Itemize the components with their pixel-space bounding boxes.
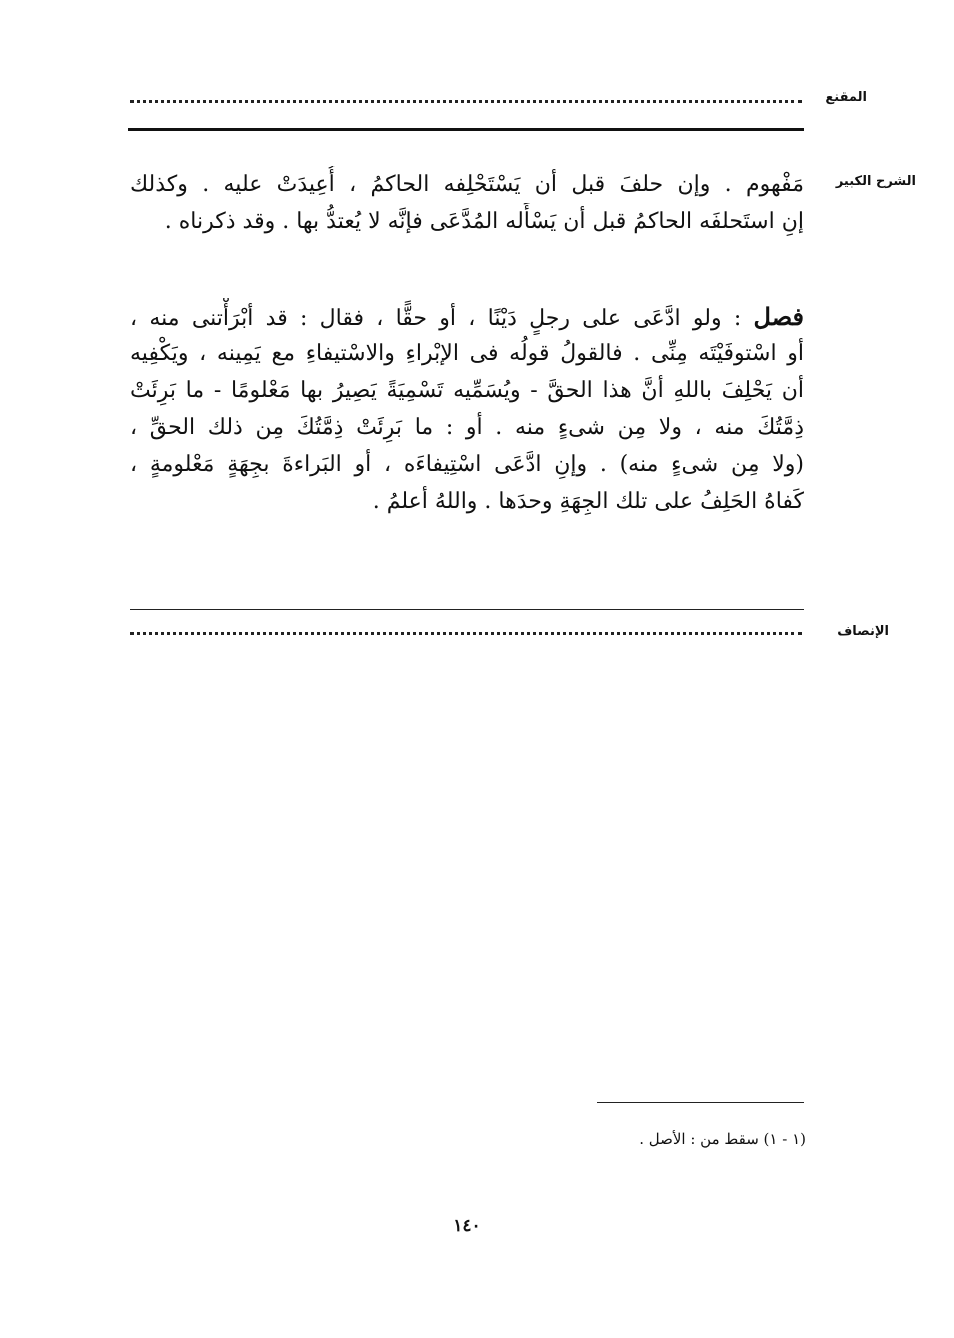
fasl-first-line-text: : ولو ادَّعَى على رجلٍ دَيْنًا ، أو حقًّا ، فقال : قد أبْرَأْتنى منه ، xyxy=(130,306,742,331)
insaf-dotted-line xyxy=(130,632,802,635)
header-label: المقنع xyxy=(825,90,867,105)
text-line-fasl xyxy=(130,298,804,335)
sharh-label: الشرح الكبير xyxy=(835,174,916,189)
insaf-label: الإنصاف xyxy=(837,624,889,639)
footnote: (١ - ١) سقط من : الأصل . xyxy=(639,1130,806,1148)
text-line: أو اسْتوفَيْتَه مِنِّى . فالقولُ قولُه فى الإبْراءِ والاسْتيفاءِ مع يَمِينه ، ويَكْفِيه xyxy=(130,341,804,366)
header-dotted-line xyxy=(130,100,802,103)
fasl-heading: فصل xyxy=(753,302,804,331)
text-line: (ولا مِن شىءٍ منه) . وإنِ ادَّعَى اسْتِيفاءَه ، أو البَراءةَ بجِهَةٍ مَعْلومةٍ ، xyxy=(130,452,804,477)
sharh-paragraph-2 xyxy=(130,298,804,520)
text-line: كَفاهُ الحَلِفُ على تلك الجِهَةِ وحدَها . واللهُ أعلمُ . xyxy=(372,489,804,514)
text-line: إنِ استَحلفَه الحاكمُ قبل أن يَسْأَله المُدَّعَى فإنَّه لا يُعتدُّ بها . وقد ذكرناه . xyxy=(164,209,804,234)
header-rule xyxy=(128,128,804,131)
text-line: ذِمَّتُكَ منه ، ولا مِن شىءٍ منه . أو : ما بَرِئَتْ ذِمَّتُكَ مِن ذلك الحقِّ ، xyxy=(130,415,804,440)
text-line: أن يَحْلِفَ باللهِ أنَّ هذا الحقَّ - ويُسَمِّيه تَسْمِيَةً يَصِيرُ بها مَعْلومًا - ما بَرِئَتْ xyxy=(130,378,804,403)
footnote-rule xyxy=(597,1102,804,1103)
sharh-paragraph-1 xyxy=(130,166,804,240)
page-number: ١٤٠ xyxy=(453,1216,481,1236)
section-rule xyxy=(130,609,804,610)
text-line: مَفْهوم . وإن حلفَ قبل أن يَسْتَحْلِفه الحاكمُ ، أُعِيدَتْ عليه . وكذلك xyxy=(130,172,804,197)
